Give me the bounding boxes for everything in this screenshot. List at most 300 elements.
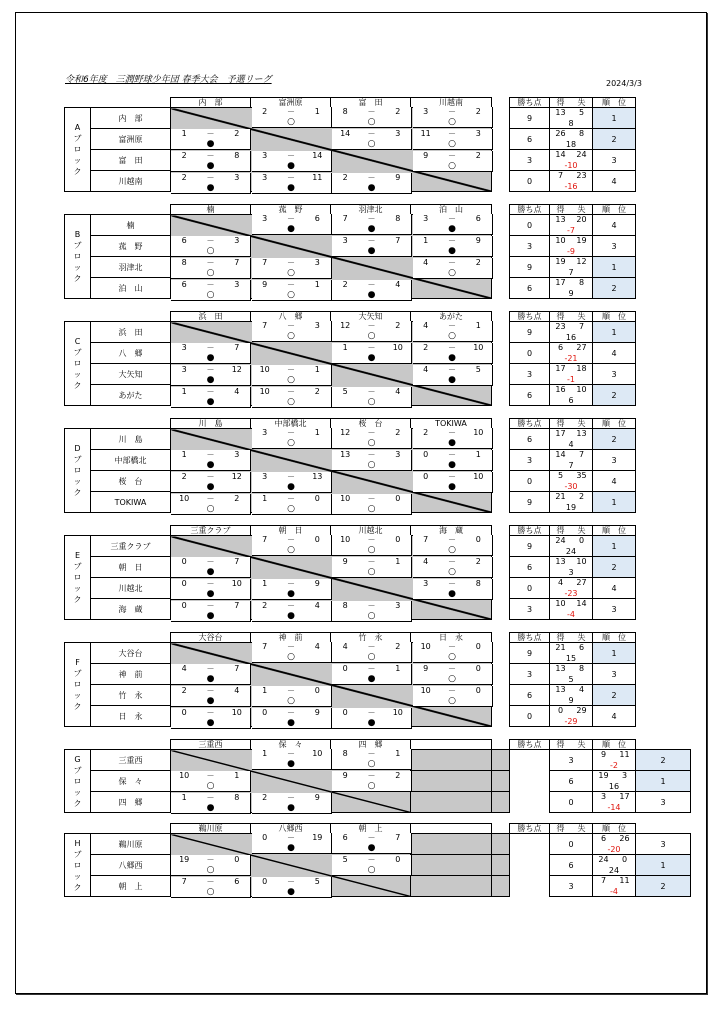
result-line: [332, 291, 411, 300]
run-difference: 24: [608, 866, 620, 875]
score-opponent: 9: [475, 236, 481, 245]
score-own: 2: [342, 173, 348, 182]
score-opponent: 3: [395, 601, 401, 610]
block-label-char: ブ: [73, 765, 82, 775]
run-difference: -9: [567, 247, 575, 256]
score-own: 7: [262, 535, 268, 544]
gain-value: 16: [555, 385, 566, 394]
score-dash: －: [286, 151, 295, 160]
loss-value: 10: [576, 385, 587, 394]
rank-value: 3: [593, 599, 636, 620]
loss-value: 7: [578, 322, 585, 331]
gain-label: 得: [556, 98, 565, 107]
match-result-cell: [252, 173, 332, 194]
score-own: 0: [423, 450, 429, 459]
block-label-char: ブ: [73, 562, 82, 571]
result-line: [252, 439, 331, 448]
result-line: [252, 612, 331, 621]
score-own: 9: [262, 280, 268, 289]
team-name: 楠: [91, 215, 171, 236]
score-line: [171, 280, 250, 289]
score-line: [252, 107, 331, 116]
score-dash: －: [206, 343, 215, 352]
gain-loss-values: [550, 171, 592, 180]
run-difference: -14: [607, 803, 621, 812]
result-line: [413, 332, 492, 341]
team-name: TOKIWA: [91, 492, 171, 513]
score-dash: －: [367, 173, 376, 182]
loss-mark: ●: [206, 460, 215, 470]
column-header: 朝 日: [251, 526, 331, 536]
score-dash: －: [447, 450, 456, 459]
score-line: [332, 601, 411, 610]
rank-value: 2: [593, 685, 636, 706]
score-opponent: 1: [395, 557, 401, 566]
run-difference: 15: [565, 654, 577, 663]
score-opponent: 4: [314, 601, 320, 610]
corner-cell: [91, 526, 171, 536]
gain-loss-cell: [550, 236, 593, 257]
result-line: [252, 590, 331, 599]
rank-value: 4: [593, 171, 636, 192]
gain-loss-cell: [550, 557, 593, 578]
team-name: 八 郷: [91, 343, 171, 364]
score-line: [332, 664, 411, 673]
score-dash: －: [367, 664, 376, 673]
run-difference: -1: [567, 375, 575, 384]
gain-loss-cell: [550, 599, 593, 620]
score-opponent: 1: [314, 280, 320, 289]
gain-loss-cell: [550, 385, 593, 406]
match-result-cell: [252, 258, 332, 279]
match-result-cell: [171, 686, 251, 707]
score-dash: －: [206, 472, 215, 481]
result-line: [413, 546, 492, 555]
score-line: [413, 365, 492, 374]
team-name: 川越北: [91, 578, 171, 599]
score-dash: －: [286, 877, 295, 886]
score-dash: －: [206, 387, 215, 396]
loss-label: 失: [577, 98, 586, 107]
gain-loss-labels: [550, 824, 592, 833]
win-mark: ○: [448, 674, 456, 684]
spacer-cell: [492, 343, 510, 364]
score-line: [171, 450, 250, 459]
block-label-char: ブ: [73, 134, 82, 143]
spacer-cell: [492, 557, 510, 578]
win-mark: ○: [206, 246, 215, 256]
empty-grey-cell: [411, 855, 492, 876]
loss-value: 8: [578, 664, 585, 673]
spacer-cell: [492, 129, 510, 150]
score-line: [171, 579, 250, 588]
score-own: 4: [423, 258, 429, 267]
gain-value: 13: [555, 557, 566, 566]
column-header: あがた: [411, 312, 492, 322]
score-opponent: 1: [475, 321, 481, 330]
win-mark: ○: [287, 504, 295, 514]
league-block: [64, 418, 691, 513]
score-line: [171, 601, 250, 610]
result-line: [332, 118, 411, 127]
score-dash: －: [447, 686, 456, 695]
column-header: 神 前: [251, 633, 331, 643]
score-dash: －: [286, 793, 295, 802]
gain-loss-cell: [550, 664, 593, 685]
match-result-cell: [413, 236, 493, 257]
score-opponent: 10: [231, 579, 242, 588]
points-value: 6: [510, 385, 550, 406]
header-row: [65, 824, 691, 834]
column-header: 四 郷: [331, 740, 411, 750]
score-dash: －: [286, 579, 295, 588]
match-result-cell: [252, 472, 332, 493]
win-mark: ○: [448, 545, 456, 555]
score-line: [252, 535, 331, 544]
score-own: 1: [423, 236, 429, 245]
result-line: [252, 505, 331, 514]
score-own: 1: [262, 579, 268, 588]
match-result-cell: [332, 642, 412, 663]
win-mark: ○: [206, 887, 215, 897]
score-line: [413, 258, 492, 267]
rank-value: 1: [593, 536, 636, 557]
result-line: [171, 398, 250, 407]
column-header: 八 郷: [251, 312, 331, 322]
win-mark: ○: [448, 331, 456, 341]
gain-loss-cell: [593, 855, 636, 876]
loss-value: 29: [576, 706, 587, 715]
spacer-cell: [492, 664, 510, 685]
gain-loss-values: [550, 706, 592, 715]
score-line: [171, 557, 250, 566]
score-opponent: 2: [395, 428, 401, 437]
loss-value: 8: [578, 129, 585, 138]
result-line: [171, 568, 250, 577]
score-line: [332, 173, 411, 182]
score-dash: －: [206, 280, 215, 289]
score-dash: －: [286, 642, 295, 651]
win-mark: ○: [448, 652, 456, 662]
match-result-cell: [332, 601, 412, 622]
score-line: [332, 236, 411, 245]
spacer-cell: [510, 771, 550, 792]
score-opponent: 0: [395, 535, 401, 544]
loss-mark: ●: [287, 843, 295, 853]
score-own: 4: [423, 557, 429, 566]
score-opponent: 2: [475, 151, 481, 160]
run-difference: -7: [567, 226, 575, 235]
match-result-cell: [413, 450, 493, 471]
gain-loss-labels: [550, 312, 592, 321]
score-line: [252, 258, 331, 267]
score-own: 3: [181, 343, 187, 352]
block-label-char: ロ: [73, 776, 82, 786]
score-line: [413, 428, 492, 437]
block-label-char: ッ: [73, 477, 82, 486]
points-value: 0: [510, 578, 550, 599]
rank-value: 4: [593, 471, 636, 492]
score-dash: －: [447, 428, 456, 437]
block-label-char: ッ: [73, 370, 82, 379]
win-mark: ○: [287, 117, 295, 127]
result-line: [413, 697, 492, 706]
result-line: [332, 332, 411, 341]
score-dash: －: [447, 343, 456, 352]
run-difference: 18: [565, 140, 577, 149]
loss-mark: ●: [448, 353, 456, 363]
score-opponent: 0: [314, 494, 320, 503]
score-dash: －: [286, 173, 295, 182]
column-header: 菰 野: [251, 205, 331, 215]
score-line: [252, 173, 331, 182]
match-result-cell: [171, 877, 251, 898]
score-dash: －: [286, 387, 295, 396]
score-line: [413, 343, 492, 352]
win-mark: ○: [367, 567, 376, 577]
gain-loss-values: [550, 664, 592, 673]
score-opponent: 3: [395, 450, 401, 459]
score-own: 0: [262, 708, 268, 717]
score-line: [171, 258, 250, 267]
block-label-char: F: [75, 658, 80, 667]
block-label-char: ロ: [73, 680, 82, 689]
loss-mark: ●: [367, 183, 376, 193]
score-dash: －: [286, 280, 295, 289]
match-result-cell: [332, 321, 412, 342]
gain-loss-values: [550, 364, 592, 373]
score-opponent: 2: [395, 771, 401, 780]
score-line: [413, 107, 492, 116]
match-result-cell: [171, 472, 251, 493]
gain-loss-values: [593, 855, 635, 864]
match-result-cell: [332, 214, 412, 235]
block-label: [65, 834, 91, 897]
score-opponent: 2: [234, 129, 240, 138]
score-dash: －: [286, 833, 295, 842]
column-header: 三重クラブ: [171, 526, 251, 536]
win-mark: ○: [367, 117, 376, 127]
points-header: 勝ち点: [510, 419, 550, 429]
win-mark: ○: [367, 652, 376, 662]
gain-loss-labels: [550, 526, 592, 535]
points-value: 3: [510, 364, 550, 385]
column-header: 保 々: [251, 740, 331, 750]
score-dash: －: [206, 450, 215, 459]
column-header: 川 島: [171, 419, 251, 429]
gain-value: 6: [600, 834, 607, 843]
score-line: [332, 214, 411, 223]
result-line: [252, 546, 331, 555]
score-own: 7: [342, 214, 348, 223]
gain-loss-labels: [550, 98, 592, 107]
loss-mark: ●: [448, 246, 456, 256]
loss-mark: ●: [287, 611, 295, 621]
result-line: [332, 546, 411, 555]
loss-mark: ●: [206, 139, 215, 149]
result-line: [252, 118, 331, 127]
run-difference: -16: [564, 182, 578, 191]
score-dash: －: [367, 855, 376, 864]
match-result-cell: [332, 771, 412, 792]
score-opponent: 6: [475, 214, 481, 223]
score-line: [413, 579, 492, 588]
score-dash: －: [447, 472, 456, 481]
score-opponent: 0: [475, 642, 481, 651]
score-own: 3: [423, 214, 429, 223]
score-line: [171, 387, 250, 396]
match-result-cell: [252, 151, 332, 172]
block-label-char: G: [74, 754, 81, 764]
run-difference: -29: [564, 717, 578, 726]
score-own: 2: [423, 343, 429, 352]
loss-mark: ●: [367, 246, 376, 256]
rank-value: 4: [593, 706, 636, 727]
rank-header: 順 位: [593, 824, 636, 834]
score-own: 8: [181, 258, 187, 267]
corner-cell: [91, 824, 171, 834]
column-header: 日 永: [411, 633, 492, 643]
match-result-cell: [332, 428, 412, 449]
win-mark: ○: [448, 161, 456, 171]
points-value: 6: [510, 429, 550, 450]
loss-mark: ●: [206, 589, 215, 599]
corner-cell: [65, 740, 91, 750]
block-label: [65, 215, 91, 299]
result-line: [171, 354, 250, 363]
score-opponent: 3: [234, 236, 240, 245]
spacer-cell: [510, 750, 550, 771]
rank-value: 2: [593, 385, 636, 406]
corner-cell: [65, 633, 91, 643]
score-opponent: 0: [234, 855, 240, 864]
spacer-cell: [492, 205, 510, 215]
score-own: 12: [340, 321, 351, 330]
score-line: [252, 387, 331, 396]
gain-loss-values: [593, 792, 635, 801]
points-header: 勝ち点: [510, 824, 550, 834]
score-line: [332, 535, 411, 544]
match-result-cell: [252, 877, 332, 898]
score-own: 2: [423, 428, 429, 437]
points-value: 0: [510, 171, 550, 192]
match-result-cell: [252, 601, 332, 622]
result-line: [332, 782, 411, 791]
result-line: [252, 184, 331, 193]
result-line: [332, 866, 411, 875]
rank-value: 1: [636, 771, 691, 792]
score-dash: －: [206, 601, 215, 610]
spacer-cell: [492, 471, 510, 492]
gain-loss-cell: [550, 215, 593, 236]
score-own: 1: [181, 450, 187, 459]
column-header: 中部橋北: [251, 419, 331, 429]
loss-value: 19: [576, 236, 587, 245]
score-own: 12: [340, 428, 351, 437]
rank-value: 4: [593, 215, 636, 236]
loss-mark: ●: [287, 589, 295, 599]
win-mark: ○: [367, 781, 376, 791]
gain-loss-labels: [550, 633, 592, 642]
result-line: [332, 505, 411, 514]
points-value: 3: [510, 236, 550, 257]
team-name: 泊 山: [91, 278, 171, 299]
rank-value: 4: [593, 343, 636, 364]
points-value: 6: [550, 855, 593, 876]
score-line: [413, 236, 492, 245]
score-dash: －: [447, 214, 456, 223]
loss-mark: ●: [206, 567, 215, 577]
result-line: [413, 225, 492, 234]
team-name: あがた: [91, 385, 171, 406]
rank-value: 2: [593, 429, 636, 450]
rank-header: 順 位: [593, 633, 636, 643]
result-line: [413, 675, 492, 684]
team-name: 富洲原: [91, 129, 171, 150]
score-line: [252, 280, 331, 289]
result-line: [413, 439, 492, 448]
score-own: 9: [423, 664, 429, 673]
column-header: 海 蔵: [411, 526, 492, 536]
rank-value: 3: [636, 792, 691, 813]
league-block: [64, 97, 691, 192]
points-value: 0: [550, 834, 593, 855]
match-result-cell: [252, 214, 332, 235]
score-dash: －: [447, 107, 456, 116]
gain-loss-values: [550, 685, 592, 694]
score-line: [332, 343, 411, 352]
score-opponent: 8: [475, 579, 481, 588]
score-dash: －: [286, 258, 295, 267]
block-label-char: C: [74, 337, 81, 346]
score-dash: －: [367, 280, 376, 289]
match-result-cell: [252, 428, 332, 449]
gain-loss-values: [550, 471, 592, 480]
score-line: [252, 428, 331, 437]
points-value: 6: [510, 129, 550, 150]
match-result-cell: [252, 321, 332, 342]
match-result-cell: [332, 833, 412, 854]
gain-label: 得: [556, 824, 565, 833]
result-line: [171, 184, 250, 193]
score-opponent: 19: [312, 833, 323, 842]
match-result-cell: [171, 450, 251, 471]
result-line: [252, 332, 331, 341]
gain-loss-values: [550, 536, 592, 545]
column-header: 楠: [171, 205, 251, 215]
gain-value: 24: [598, 855, 609, 864]
win-mark: ○: [206, 290, 215, 300]
score-dash: －: [367, 601, 376, 610]
score-dash: －: [447, 535, 456, 544]
score-dash: －: [447, 258, 456, 267]
league-block: [64, 525, 691, 620]
team-name: 保 々: [91, 771, 171, 792]
gain-loss-cell: [550, 257, 593, 278]
match-result-cell: [332, 664, 412, 685]
score-dash: －: [447, 236, 456, 245]
block-label-char: ク: [73, 381, 82, 390]
block-label: [65, 108, 91, 192]
spacer-cell: [492, 364, 510, 385]
score-own: 8: [342, 107, 348, 116]
match-result-cell: [171, 793, 251, 814]
score-dash: －: [447, 365, 456, 374]
score-own: 3: [262, 151, 268, 160]
score-line: [171, 686, 250, 695]
match-result-cell: [252, 365, 332, 386]
loss-mark: ●: [448, 482, 456, 492]
